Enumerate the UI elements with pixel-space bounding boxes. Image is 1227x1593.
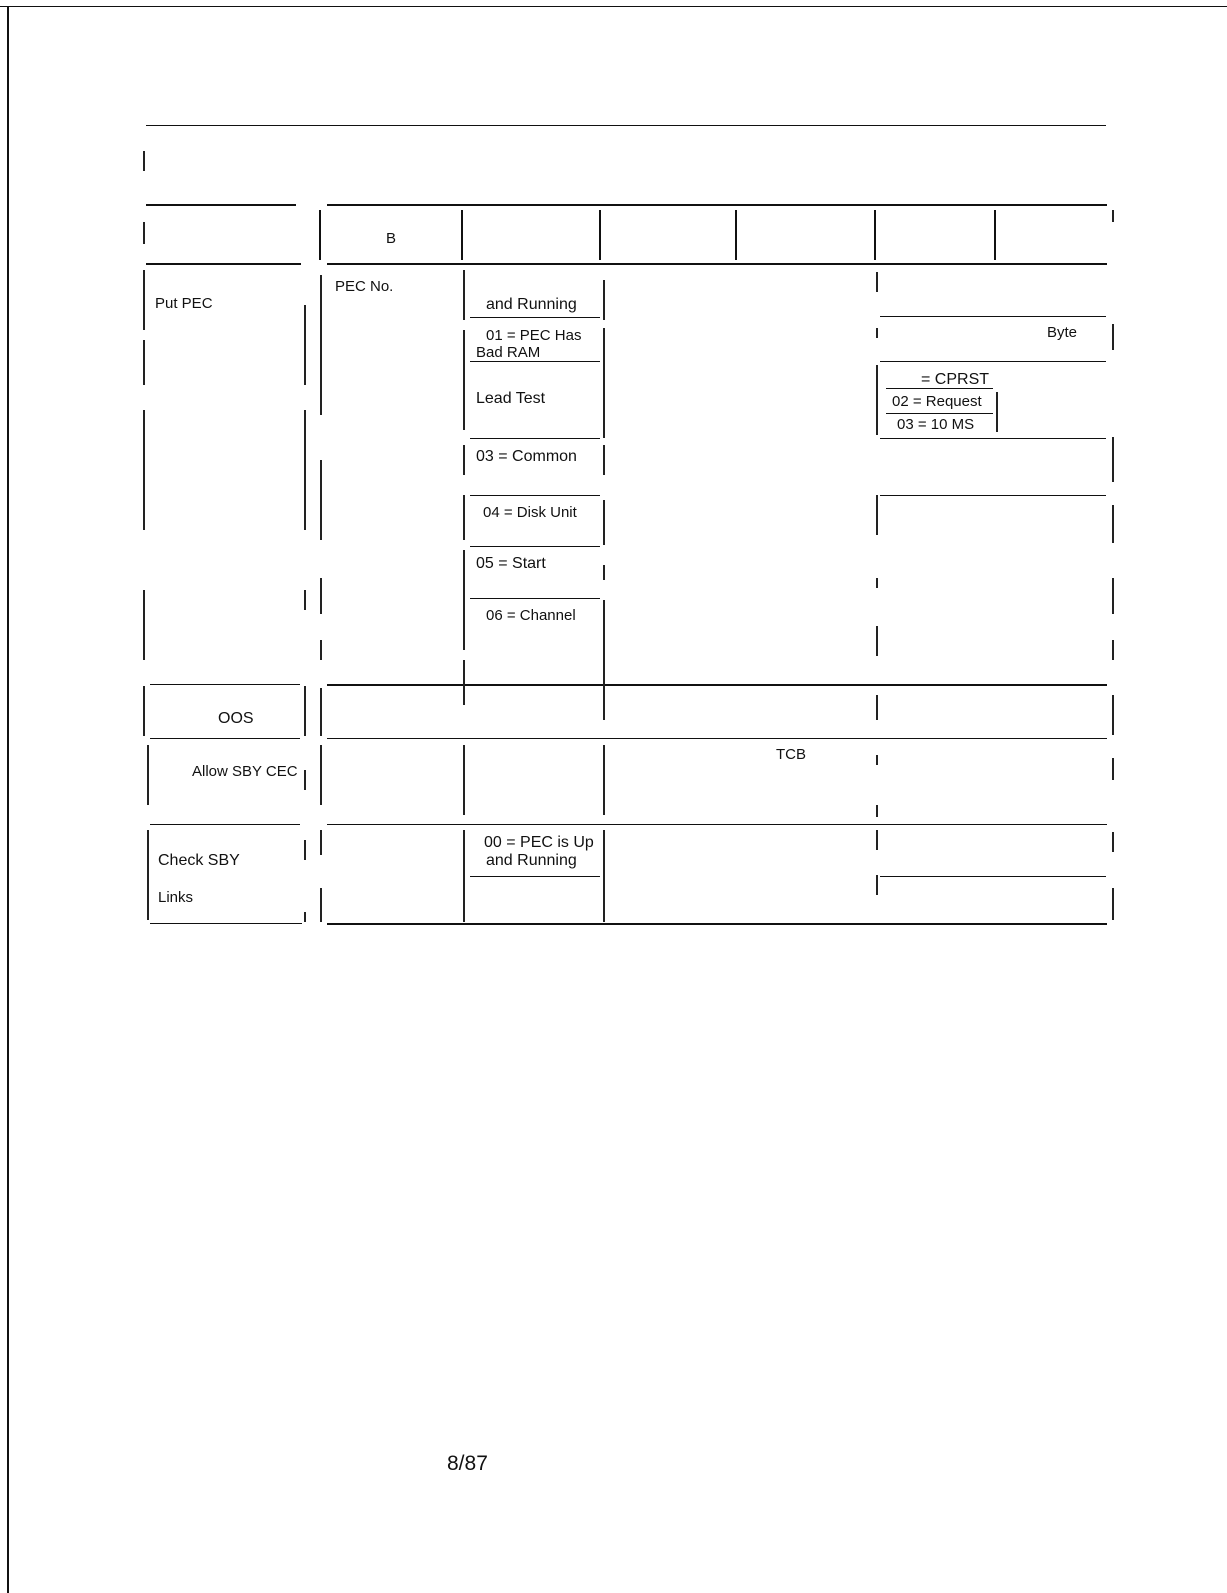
column-mark [603, 445, 605, 475]
column-mark [603, 830, 605, 922]
column-mark [1112, 640, 1114, 660]
column-mark [320, 460, 322, 540]
result-line: Bad RAM [476, 344, 541, 361]
column-mark [1112, 695, 1114, 735]
column-mark [603, 328, 605, 438]
column-mark [304, 305, 306, 385]
column-mark [320, 578, 322, 614]
column-mark [320, 888, 322, 922]
header-divider [874, 210, 876, 260]
column-mark [1112, 437, 1114, 482]
column-mark [1112, 832, 1114, 852]
column-mark [304, 590, 306, 610]
column-mark [603, 280, 605, 320]
result-line: 01 = PEC Has [486, 327, 582, 344]
row-rule-right [327, 824, 1107, 825]
result-rule [470, 495, 600, 496]
column-mark [147, 745, 149, 805]
column-mark [876, 328, 878, 338]
function-cell: Put PEC [155, 295, 213, 312]
column-mark [463, 830, 465, 922]
byte-rule [880, 495, 1106, 496]
column-mark [304, 770, 306, 790]
column-mark [876, 830, 878, 850]
column-mark [304, 840, 306, 860]
row-rule-right [327, 738, 1107, 739]
column-mark [304, 410, 306, 530]
column-mark [1112, 888, 1114, 920]
result-line: 03 = Common [476, 448, 577, 465]
parameter-cell: PEC No. [335, 278, 394, 295]
column-mark [876, 755, 878, 765]
column-mark [876, 495, 878, 535]
byte-value: = CPRST [921, 371, 990, 388]
column-mark [320, 745, 322, 805]
column-mark [320, 830, 322, 855]
header-divider [319, 210, 321, 260]
result-line: 06 = Channel [486, 607, 576, 624]
column-mark [996, 392, 998, 432]
header-bottom-rule-right [327, 263, 1107, 265]
header-divider [599, 210, 601, 260]
column-mark [143, 270, 145, 330]
row-rule-left [150, 684, 300, 685]
column-mark [876, 626, 878, 656]
column-mark [143, 222, 145, 244]
header-divider [735, 210, 737, 260]
column-mark [603, 500, 605, 545]
column-mark [320, 275, 322, 415]
result-rule [470, 876, 600, 877]
column-mark [603, 600, 605, 720]
column-mark [1112, 505, 1114, 543]
column-mark [304, 686, 306, 736]
column-mark [603, 745, 605, 815]
column-mark [463, 745, 465, 815]
byte-label: Byte [1047, 324, 1078, 341]
footer-date: 8/87 [447, 1452, 488, 1475]
table-bottom-rule-left [150, 923, 302, 924]
header-top-rule-left [146, 204, 296, 206]
column-mark [1112, 758, 1114, 780]
column-mark [463, 445, 465, 475]
result-line: 04 = Disk Unit [483, 504, 577, 521]
table-top-rule [146, 125, 1106, 126]
result-rule [470, 438, 600, 439]
column-mark [463, 330, 465, 430]
result-line: Lead Test [476, 390, 546, 407]
result-rule [470, 598, 600, 599]
byte-rule [880, 876, 1106, 877]
result-line: and Running [486, 296, 577, 313]
column-header-b: B [386, 230, 397, 247]
column-mark [876, 805, 878, 817]
table-bottom-rule-right [327, 923, 1107, 925]
result-rule [470, 546, 600, 547]
column-mark [463, 550, 465, 650]
column-mark [876, 272, 878, 292]
column-mark [463, 660, 465, 705]
column-mark [876, 695, 878, 720]
row-rule-right [327, 684, 1107, 686]
column-mark [1112, 324, 1114, 350]
column-mark [320, 640, 322, 660]
byte-rule [880, 361, 1106, 362]
header-divider [994, 210, 996, 260]
column-mark [143, 590, 145, 660]
byte-rule [880, 316, 1106, 317]
column-mark [876, 578, 878, 588]
function-cell: Allow SBY CEC [192, 763, 298, 780]
byte-value: 03 = 10 MS [897, 416, 975, 433]
column-mark [876, 875, 878, 895]
column-mark [147, 830, 149, 920]
result-line: and Running [486, 852, 577, 869]
column-mark [463, 270, 465, 320]
result-line: 05 = Start [476, 555, 546, 572]
column-mark [1112, 578, 1114, 614]
column-mark [143, 686, 145, 736]
header-divider [461, 210, 463, 260]
header-top-rule-right [327, 204, 1107, 206]
column-mark [143, 410, 145, 530]
byte-rule [880, 438, 1106, 439]
function-cell: OOS [218, 710, 254, 727]
function-cell: Check SBY [158, 852, 240, 869]
column-mark [143, 340, 145, 385]
row-rule-left [150, 738, 300, 739]
column-mark [304, 912, 306, 922]
result-line: 00 = PEC is Up [484, 834, 594, 851]
column-mark [876, 365, 878, 435]
note-cell: TCB [776, 746, 806, 763]
column-mark [143, 151, 145, 171]
column-mark [603, 565, 605, 580]
column-mark [320, 688, 322, 736]
byte-value: 02 = Request [892, 393, 982, 410]
header-bottom-rule-left [146, 263, 301, 265]
column-mark [463, 495, 465, 540]
page-top-border [0, 6, 1227, 7]
function-cell: Links [158, 889, 194, 906]
byte-value-rule [886, 413, 993, 414]
row-rule-left [150, 824, 300, 825]
result-rule [470, 361, 600, 362]
result-rule [470, 317, 600, 318]
byte-value-rule [886, 388, 993, 389]
page-left-border [7, 6, 9, 1593]
column-mark [1112, 210, 1114, 222]
